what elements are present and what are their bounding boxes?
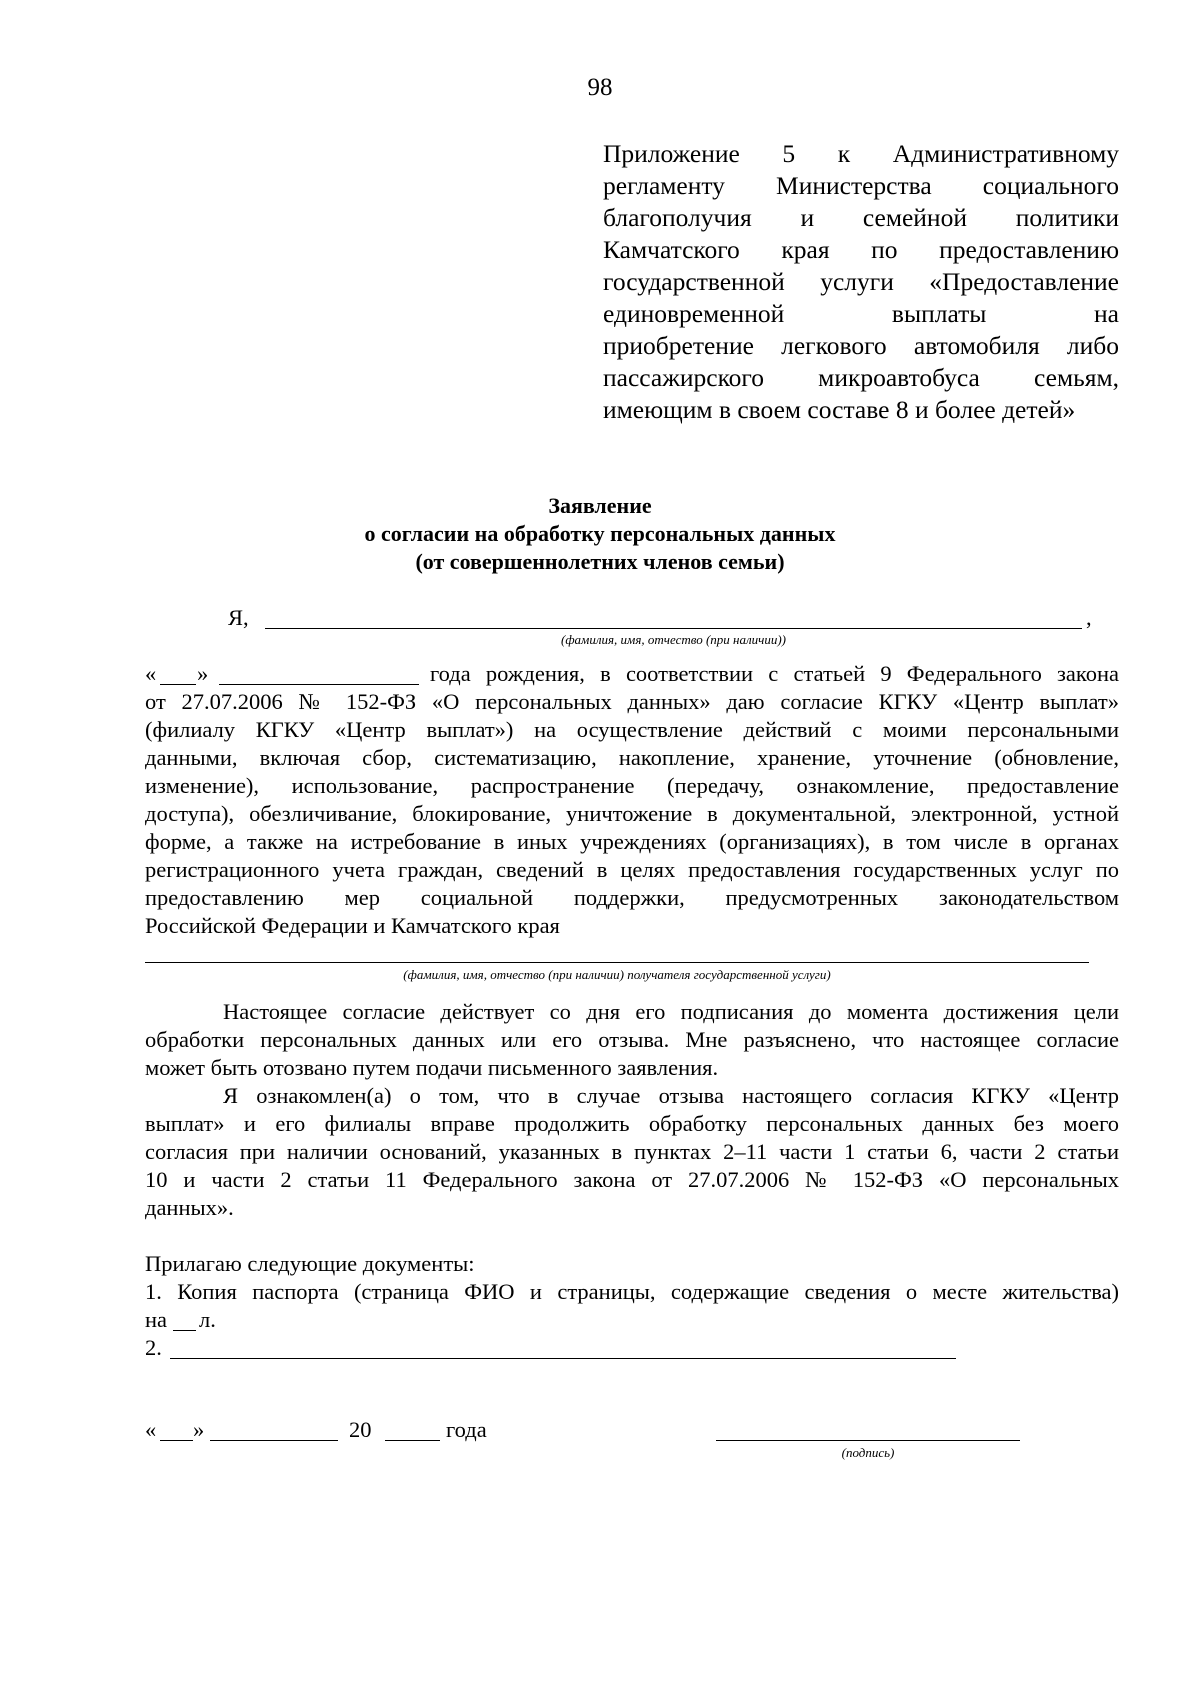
applicant-suffix: , <box>1086 605 1092 630</box>
consent-line: Российской Федерации и Камчатского края <box>145 913 560 938</box>
validity-line: может быть отозвано путем подачи письменного заявления. <box>145 1055 719 1080</box>
revocation-line: Я ознакомлен(а) о том, что в случае отзыва настоящего согласия КГКУ «Центр <box>223 1083 1119 1108</box>
appendix-line: пассажирского микроавтобуса семьям, <box>603 363 1119 392</box>
birth-day-field[interactable] <box>160 684 196 685</box>
page-number: 98 <box>587 74 613 101</box>
attachment-item-1-pages-unit: л. <box>199 1307 216 1332</box>
attachment-pages-field[interactable] <box>173 1330 196 1331</box>
appendix-line: благополучия и семейной политики <box>603 203 1119 232</box>
consent-line: доступа), обезличивание, блокирование, уничтожение в документальной, электронной, устной <box>145 801 1119 826</box>
consent-line: года рождения, в соответствии с статьей 9 Федерального закона <box>430 661 1119 686</box>
sign-year-field[interactable] <box>385 1440 440 1441</box>
attachment-item-1: 1. Копия паспорта (страница ФИО и страницы, содержащие сведения о месте жительства) <box>145 1279 1119 1304</box>
attachments-header: Прилагаю следующие документы: <box>145 1251 475 1276</box>
appendix-line: Приложение 5 к Административному <box>603 139 1119 168</box>
consent-line: данными, включая сбор, систематизацию, накопление, хранение, уточнение (обновление, <box>145 745 1119 770</box>
validity-line: обработки персональных данных или его отзыва. Мне разъяснено, что настоящее согласие <box>145 1027 1119 1052</box>
appendix-line: государственной услуги «Предоставление <box>603 267 1119 296</box>
appendix-line: приобретение легкового автомобиля либо <box>603 331 1119 360</box>
birth-day-close: » <box>197 661 209 686</box>
birth-month-year-field[interactable] <box>219 684 419 685</box>
consent-line: от 27.07.2006 № 152-ФЗ «О персональных данных» даю согласие КГКУ «Центр выплат» <box>145 689 1119 714</box>
birth-day-open: « <box>145 661 157 686</box>
appendix-line: имеющим в своем составе 8 и более детей» <box>603 395 1076 424</box>
consent-line: форме, а также на истребование в иных учреждениях (организациях), в том числе в органах <box>145 829 1119 854</box>
signature-hint: (подпись) <box>841 1445 895 1460</box>
appendix-line: единовременной выплаты на <box>603 299 1119 328</box>
sign-day-close: » <box>193 1417 205 1442</box>
revocation-line: 10 и части 2 статьи 11 Федерального закона от 27.07.2006 № 152-ФЗ «О персональных <box>145 1167 1119 1192</box>
signature-field[interactable] <box>716 1440 1020 1441</box>
revocation-line: данных». <box>145 1195 234 1220</box>
appendix-line: Камчатского края по предоставлению <box>603 235 1119 264</box>
applicant-name-hint: (фамилия, имя, отчество (при наличии)) <box>560 632 787 647</box>
sign-year-prefix: 20 <box>349 1417 372 1442</box>
applicant-name-field[interactable] <box>265 628 1082 629</box>
consent-line: изменение), использование, распространение (передачу, ознакомление, предоставление <box>145 773 1119 798</box>
recipient-name-hint: (фамилия, имя, отчество (при наличии) получателя государственной услуги) <box>403 967 831 982</box>
validity-line: Настоящее согласие действует со дня его подписания до момента достижения цели <box>223 999 1119 1024</box>
appendix-reference <box>603 138 1119 426</box>
recipient-name-field[interactable] <box>145 962 1089 963</box>
attachment-item-2-label: 2. <box>145 1335 162 1360</box>
document-title: Заявление <box>548 493 652 518</box>
applicant-prefix: Я, <box>228 605 249 630</box>
appendix-line: регламенту Министерства социального <box>603 171 1119 200</box>
consent-line: регистрационного учета граждан, сведений в целях предоставления государственных услуг по <box>145 857 1119 882</box>
attachment-item-2-field[interactable] <box>170 1358 956 1359</box>
revocation-line: согласия при наличии оснований, указанных в пунктах 2–11 части 1 статьи 6, части 2 статьи <box>145 1139 1119 1164</box>
sign-day-field[interactable] <box>160 1440 193 1441</box>
sign-year-suffix: года <box>446 1417 487 1442</box>
revocation-line: выплат» и его филиалы вправе продолжить обработку персональных данных без моего <box>145 1111 1119 1136</box>
document-subtitle: о согласии на обработку персональных данных <box>364 521 836 546</box>
sign-month-field[interactable] <box>210 1440 338 1441</box>
attachment-item-1-pages-label: на <box>145 1307 168 1332</box>
consent-line: предоставлению мер социальной поддержки, предусмотренных законодательством <box>145 885 1119 910</box>
consent-line: (филиалу КГКУ «Центр выплат») на осуществление действий с моими персональными <box>145 717 1119 742</box>
sign-day-open: « <box>145 1417 157 1442</box>
document-subtitle-members: (от совершеннолетних членов семьи) <box>415 549 785 574</box>
